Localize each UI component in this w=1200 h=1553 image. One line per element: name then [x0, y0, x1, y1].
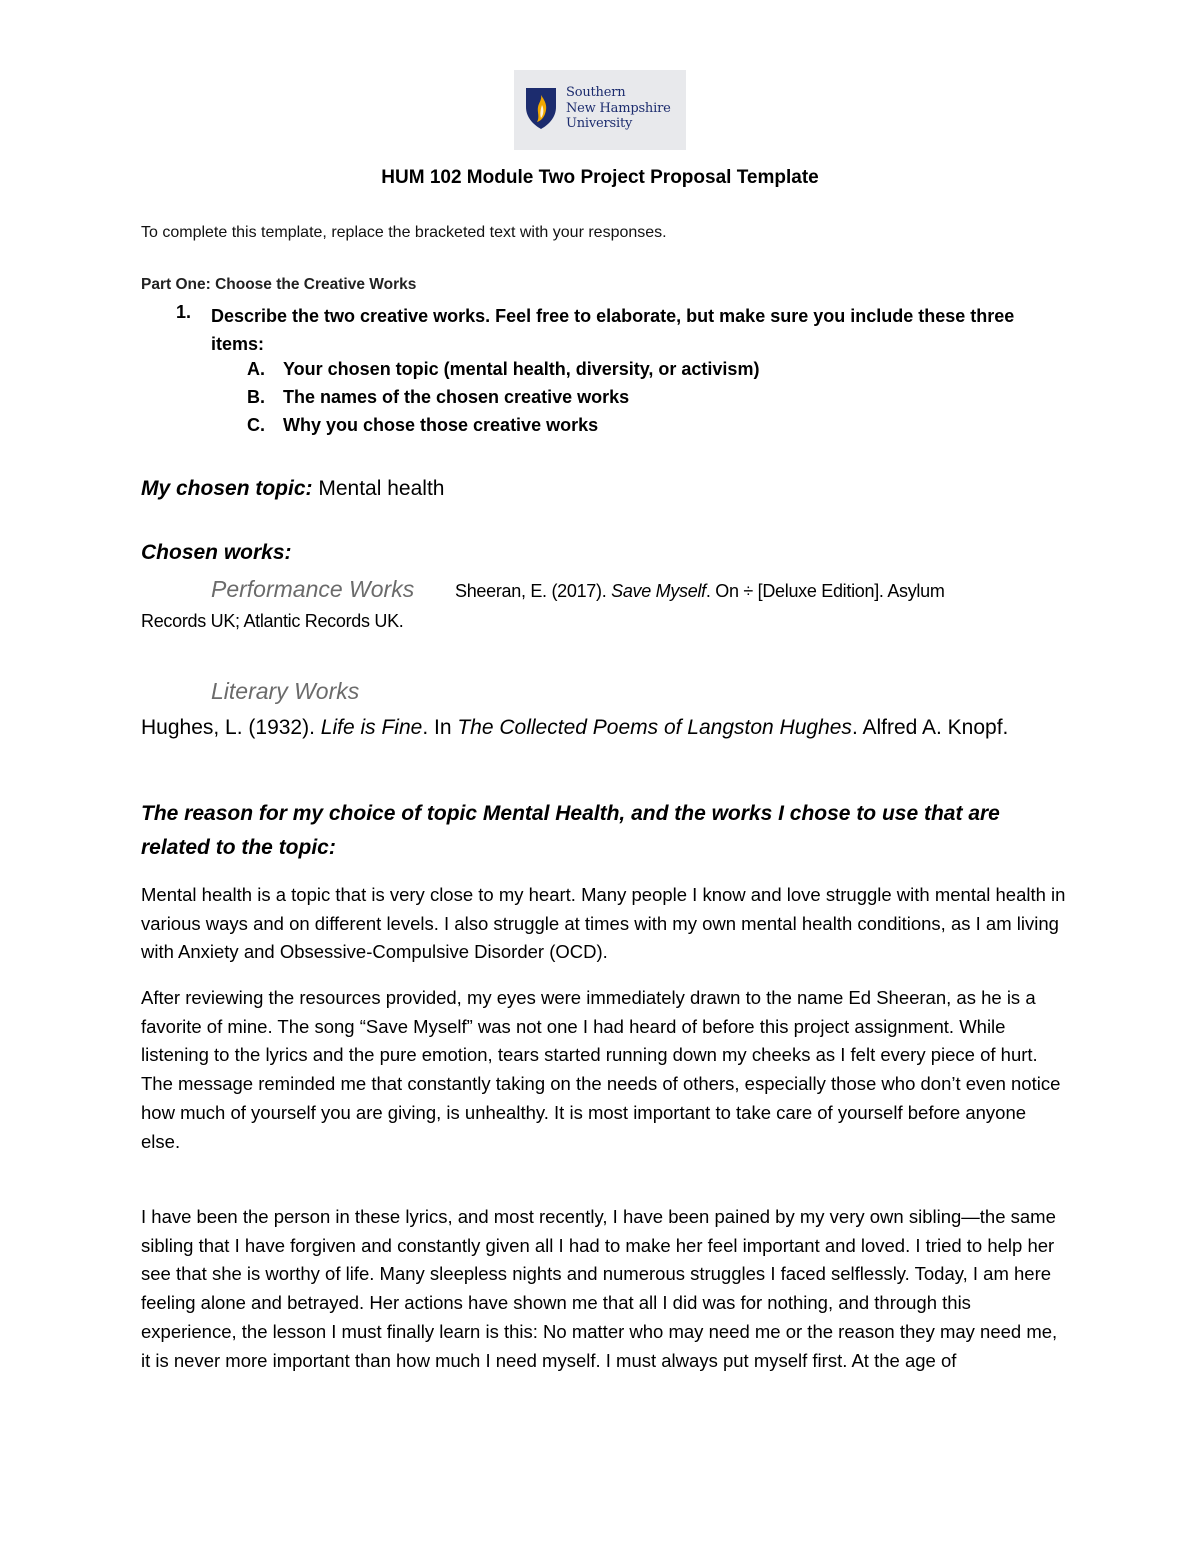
body-paragraph: Mental health is a topic that is very close to my heart. Many people I know and love struggle with mental health in various ways and on different levels. I also struggle at times with my own mental health conditions, as I am living with Anxiety and Obsessive-Compulsive Disorder (OCD). — [141, 884, 1066, 963]
performance-reference — [455, 581, 945, 602]
item-text: Why you chose those creative works — [283, 415, 599, 435]
performance-reference-cont: Records UK; Atlantic Records UK. — [141, 611, 404, 631]
university-logo — [514, 70, 686, 150]
item-letter: C. — [247, 415, 265, 435]
topic-label: My chosen topic: — [141, 477, 313, 500]
logo-line-2: New Hampshire — [566, 100, 671, 116]
ref-title: Life is Fine — [320, 716, 423, 739]
performance-works-label: Performance Works — [211, 576, 415, 602]
topic-value: Mental health — [318, 477, 445, 500]
ref-title: Save Myself — [611, 581, 706, 601]
item-text: The names of the chosen creative works — [283, 387, 630, 407]
item-letter: B. — [247, 387, 265, 407]
reason-heading: The reason for my choice of topic Mental Health, and the works I chose to use that are related to the topic: — [141, 802, 1000, 859]
ref-book: The Collected Poems of Langston Hughes — [457, 716, 852, 739]
document-title: HUM 102 Module Two Project Proposal Template — [381, 167, 819, 188]
body-paragraph: I have been the person in these lyrics, and most recently, I have been pained by my very own sibling—the same sibling that I have forgiven and constantly given all I had to make her feel important and loved. I tried to help her see that she is worthy of life. Many sleepless nights and numerous struggles I faced selflessly. Today, I am here feeling alone and betrayed. Her actions have shown me that all I did was for nothing, and through this experience, the lesson I must finally learn is this: No matter who may need me or the reason they may need me, it is never more important than how much I need myself. I must always put myself first. At the age of — [141, 1206, 1058, 1371]
logo-line-3: University — [566, 116, 633, 131]
chosen-topic — [141, 477, 444, 501]
body-paragraph: After reviewing the resources provided, my eyes were immediately drawn to the name Ed Sheeran, as he is a favorite of mine. The song “Save Myself” was not one I had heard of before this project assignment. While listening to the lyrics and the pure emotion, tears started running down my cheeks as I felt every piece of hurt. The message reminded me that constantly taking on the needs of others, especially those who don’t even notice how much of yourself you are giving, is unhealthy. It is most important to take care of yourself before anyone else. — [141, 987, 1061, 1152]
ref-text: . In — [422, 716, 458, 739]
question-number: 1. — [176, 302, 192, 322]
literary-reference — [141, 712, 1041, 743]
literary-works-label: Literary Works — [211, 678, 360, 704]
ref-text: . On ÷ [Deluxe Edition]. Asylum — [705, 581, 945, 601]
logo-line-1: Southern — [566, 85, 626, 100]
instructions-text: To complete this template, replace the bracketed text with your responses. — [141, 224, 667, 241]
ref-text: Sheeran, E. (2017). — [455, 581, 612, 601]
ref-text: Hughes, L. (1932). — [141, 716, 321, 739]
item-letter: A. — [247, 359, 265, 379]
shield-flame-icon — [523, 85, 559, 131]
chosen-works-heading: Chosen works: — [141, 541, 292, 564]
item-text: Your chosen topic (mental health, diversity, or activism) — [283, 359, 760, 379]
part-one-heading: Part One: Choose the Creative Works — [141, 276, 417, 293]
ref-text: . Alfred A. Knopf. — [851, 716, 1009, 739]
question-text: Describe the two creative works. Feel free to elaborate, but make sure you include these three items: — [211, 306, 1015, 354]
